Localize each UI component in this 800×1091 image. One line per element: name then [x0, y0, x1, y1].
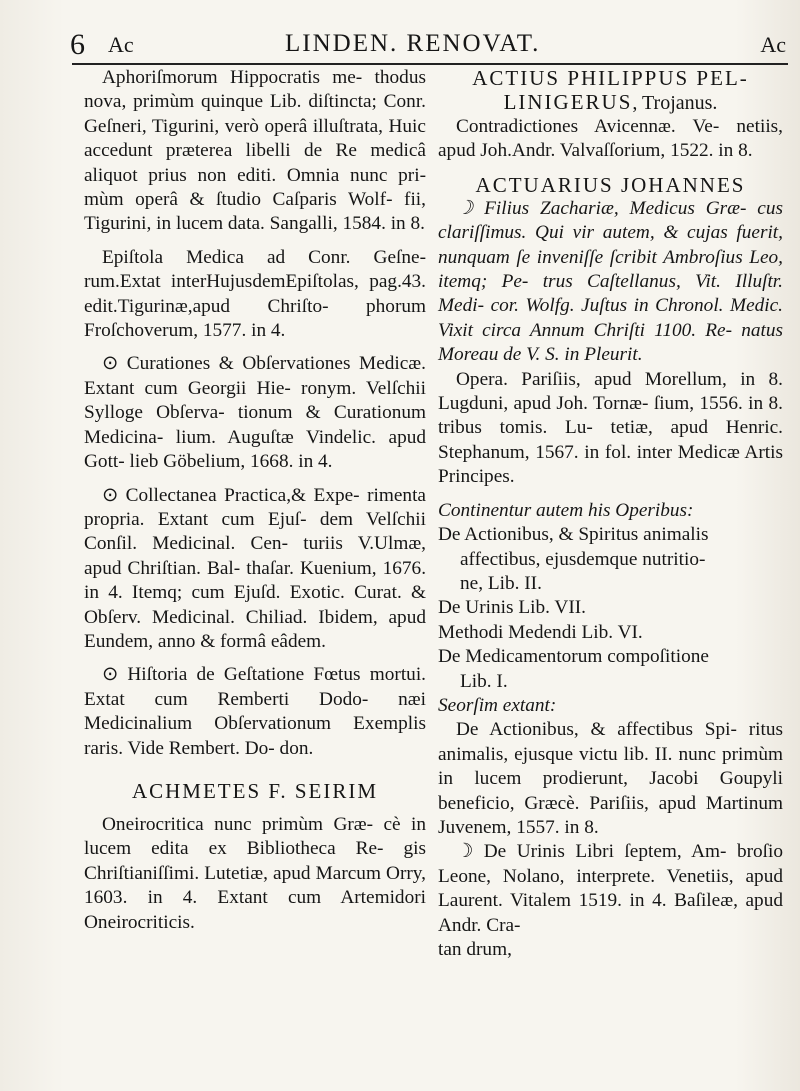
contradictiones-entry: Contradictiones Avicennæ. Ve- netiis, apud Joh.Andr. Valvaſſorium, 1522. in 8.: [438, 116, 783, 162]
de-actionibus-entry: De Actionibus, & affectibus Spi- ritus animalis, ejusque victu lib. II. nunc primùm in lucem prodierunt, Jacobi Goupyli beneficio, Græcè. Pariſiis, apud Martinum Juvenem, 1557. in 8.: [438, 719, 784, 838]
achmetes-heading: ACHMETES F. SEIRIM: [131, 778, 379, 803]
actuarius-heading: ACTUARIUS JOHANNES: [475, 172, 746, 197]
curationes-entry: ⊙ Curationes & Obſervationes Medicæ. Extant cum Georgii Hie- ronym. Velſchii Sylloge Obſerva- tionum & Curationum Medicina- lium. Auguſtæ Vindelic. apud Gott- lieb Göbelium, 1668. in 4.: [84, 353, 426, 473]
running-header: [70, 26, 786, 62]
de-urinis-entry: ☽ De Urinis Libri ſeptem, Am- broſio Leone, Nolano, interprete. Venetiis, apud Laurent. Vitalem 1519. in 4. Baſileæ, apud Andr. Cra-: [438, 841, 783, 936]
left-guide-word: Ac: [108, 32, 134, 57]
contents-list: De Actionibus, & Spiritus animalis affectibus, ejusdemque nutritio- ne, Lib. II. De Urinis Lib. VII. Methodi Medendi Lib. VI. De Medicamentorum compoſitione Lib. I.: [438, 524, 709, 692]
right-guide-word: Ac: [760, 32, 786, 57]
page-number: 6: [70, 28, 85, 61]
right-column: [438, 66, 783, 962]
actius-heading: ACTIUS PHILIPPUS PEL- LINIGERUS, Trojanus.: [472, 66, 749, 114]
running-title: LINDEN. RENOVAT.: [285, 30, 541, 57]
catchword: tan drum,: [438, 939, 512, 960]
actuarius-bio: ☽ Filius Zachariæ, Medicus Græ- cus clariſſimus. Qui vir autem, & cujas fuerit, nunquam ſe inveniſſe ſcribit Ambroſius Leo, itemq; Pe- trus Caſtellanus, Vit. Illuſtr. Medi- cor. Wolfg. Juſtus in Chronol. Medic. Vixit circa Annum Chriſti 1100. Re- natus Moreau de V. S. in Pleurit.: [438, 197, 784, 366]
header-rule: [72, 63, 788, 65]
collectanea-entry: ⊙ Collectanea Practica,& Expe- rimenta propria. Extant cum Ejuſ- dem Velſchii Conſil. Medicinal. Cen- turiis V.Ulmæ, apud Chriſtian. Bal- thaſar. Kuenium, 1676. in 4. Itemq; cum Ejuſd. Exotic. Curat. & Obſerv. Medicinal. Chiliad. Ibidem, apud Eundem, anno & formâ eâdem.: [84, 484, 427, 652]
aphorismorum-entry: Aphoriſmorum Hippocratis me- thodus nova, primùm quinque Lib. diſtincta; Conr. Geſneri, Tigurini, verò operâ illuſtrata, Huic accedunt præterea libelli de Re medicâ aliquot prius non editi. Omnia nunc pri- mùm operâ & ſtudio Caſparis Wolf- fii, Tigurini, in lucem data. Sangalli, 1584. in 8.: [84, 67, 426, 235]
historia-entry: ⊙ Hiſtoria de Geſtatione Fœtus mortui. Extat cum Remberti Dodo- næi Medicinalium Obſervationum Exemplis raris. Vide Rembert. Do- don.: [84, 664, 426, 759]
continentur-line: Continentur autem his Operibus:: [438, 499, 694, 521]
epistola-entry: Epiſtola Medica ad Conr. Geſne- rum.Extat interHujusdemEpiſtolas, pag.43. edit.Tigurinæ,apud Chriſto- phorum Froſchoverum, 1577. in 4.: [84, 246, 426, 342]
left-column: [84, 66, 426, 935]
oneirocritica-entry: Oneirocritica nunc primùm Græ- cè in lucem edita ex Bibliotheca Re- gis Chriſtianiſſimi. Lutetiæ, apud Marcum Orry, 1603. in 4. Extant cum Artemidori Oneirocriticis.: [84, 813, 427, 933]
seorsim-line: Seorſim extant:: [438, 694, 557, 716]
opera-entry: Opera. Pariſiis, apud Morellum, in 8. Lugduni, apud Joh. Tornæ- ſium, 1556. in 8. tribus tomis. Lu- tetiæ, apud Henric. Stephanum, 1567. in fol. inter Medicæ Artis Principes.: [438, 368, 783, 488]
